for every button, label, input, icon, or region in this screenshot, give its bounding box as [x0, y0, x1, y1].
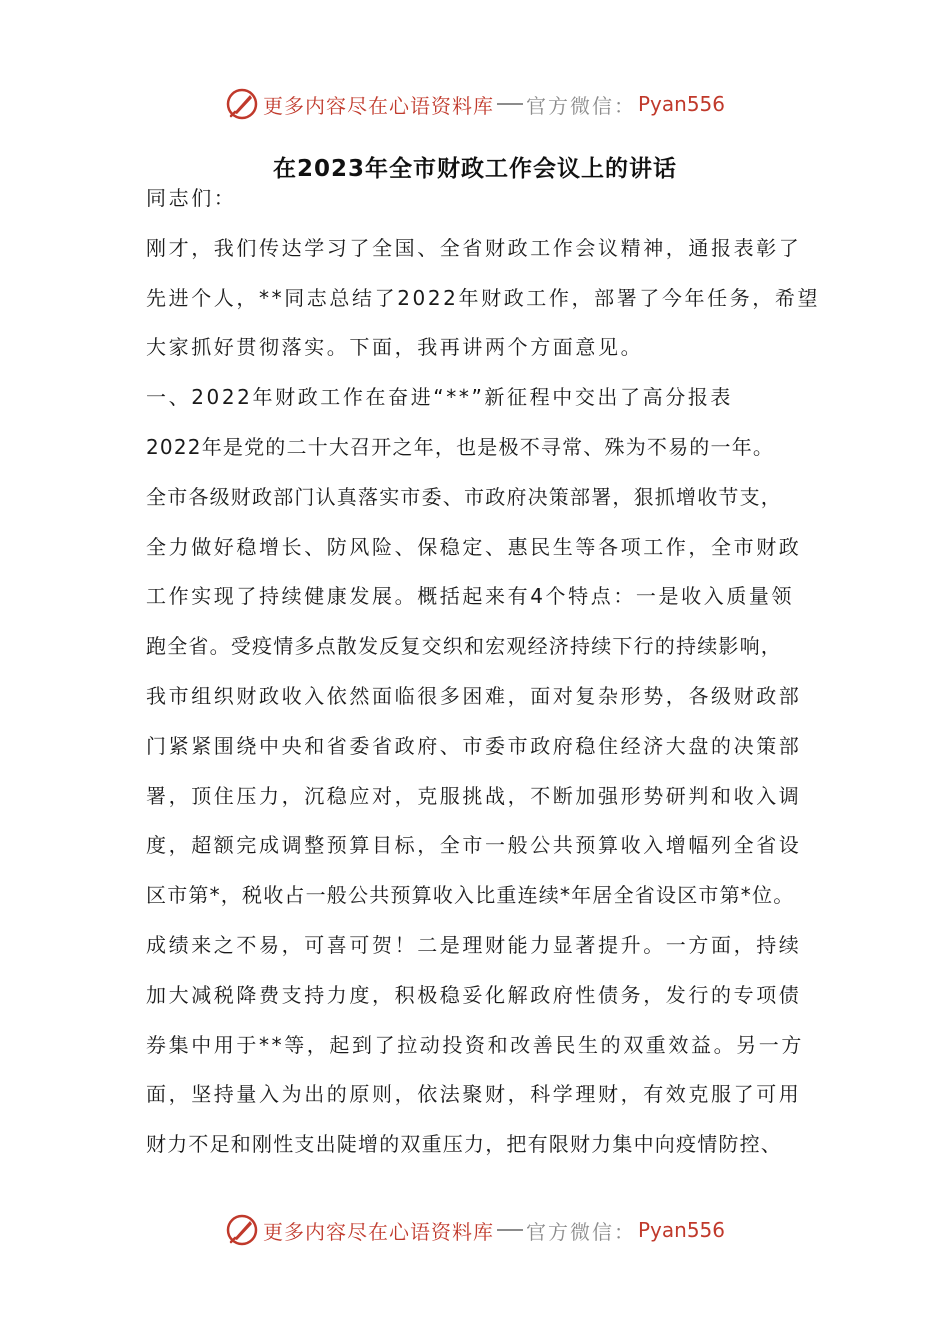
body-line: 成绩来之不易，可喜可贺！二是理财能力显著提升。一方面，持续: [146, 932, 802, 957]
body-line: 门紧紧围绕中央和省委省政府、市委市政府稳住经济大盘的决策部: [146, 733, 802, 758]
document-body: [146, 174, 826, 1170]
body-line: 跑全省。受疫情多点散发反复交织和宏观经济持续下行的持续影响，: [146, 634, 782, 659]
body-line: 我市组织财政收入依然面临很多困难，面对复杂形势，各级财政部: [146, 683, 802, 708]
body-line: 面，坚持量入为出的原则，依法聚财，科学理财，有效克服了可用: [146, 1082, 802, 1107]
watermark-sub-text: 官方微信：: [525, 1219, 636, 1244]
watermark-footer: [0, 1210, 950, 1250]
body-line: 大家抓好贯彻落实。下面，我再讲两个方面意见。: [146, 335, 644, 360]
watermark-header: [0, 84, 950, 124]
body-line: 署，顶住压力，沉稳应对，克服挑战，不断加强形势研判和收入调: [146, 783, 802, 808]
document-title: 在2023年全市财政工作会议上的讲话: [272, 156, 677, 182]
watermark-sub-text: 官方微信：: [525, 93, 636, 118]
body-line: 全市各级财政部门认真落实市委、市政府决策部署，狠抓增收节支，: [146, 484, 782, 509]
section-heading: 一、2022年财政工作在奋进“**”新征程中交出了高分报表: [146, 385, 734, 410]
body-line: 券集中用于**等，起到了拉动投资和改善民生的双重效益。另一方: [146, 1032, 804, 1057]
body-line: 刚才，我们传达学习了全国、全省财政工作会议精神，通报表彰了: [146, 235, 802, 260]
watermark-wechat-id: Pyan556: [637, 1218, 725, 1242]
watermark-separator: [497, 103, 523, 105]
body-line: 同志们：: [146, 186, 237, 210]
watermark-main-text: 更多内容尽在心语资料库: [262, 93, 494, 118]
quill-logo-icon: [225, 1213, 259, 1247]
body-line: 区市第*，税收占一般公共预算收入比重连续*年居全省设区市第*位。: [146, 883, 795, 908]
body-line: 财力不足和刚性支出陡增的双重压力，把有限财力集中向疫情防控、: [146, 1132, 782, 1157]
body-line: 工作实现了持续健康发展。概括起来有4个特点：一是收入质量领: [146, 584, 795, 609]
body-line: 全力做好稳增长、防风险、保稳定、惠民生等各项工作，全市财政: [146, 534, 802, 559]
body-line: 先进个人，**同志总结了2022年财政工作，部署了今年任务，希望: [146, 285, 821, 310]
watermark-separator: [497, 1229, 523, 1231]
body-line: 2022年是党的二十大召开之年，也是极不寻常、殊为不易的一年。: [146, 434, 775, 459]
watermark-wechat-id: Pyan556: [637, 92, 725, 116]
body-line: 加大减税降费支持力度，积极稳妥化解政府性债务，发行的专项债: [146, 982, 802, 1007]
quill-logo-icon: [225, 87, 259, 121]
watermark-main-text: 更多内容尽在心语资料库: [262, 1219, 494, 1244]
body-line: 度，超额完成调整预算目标，全市一般公共预算收入增幅列全省设: [146, 833, 802, 858]
